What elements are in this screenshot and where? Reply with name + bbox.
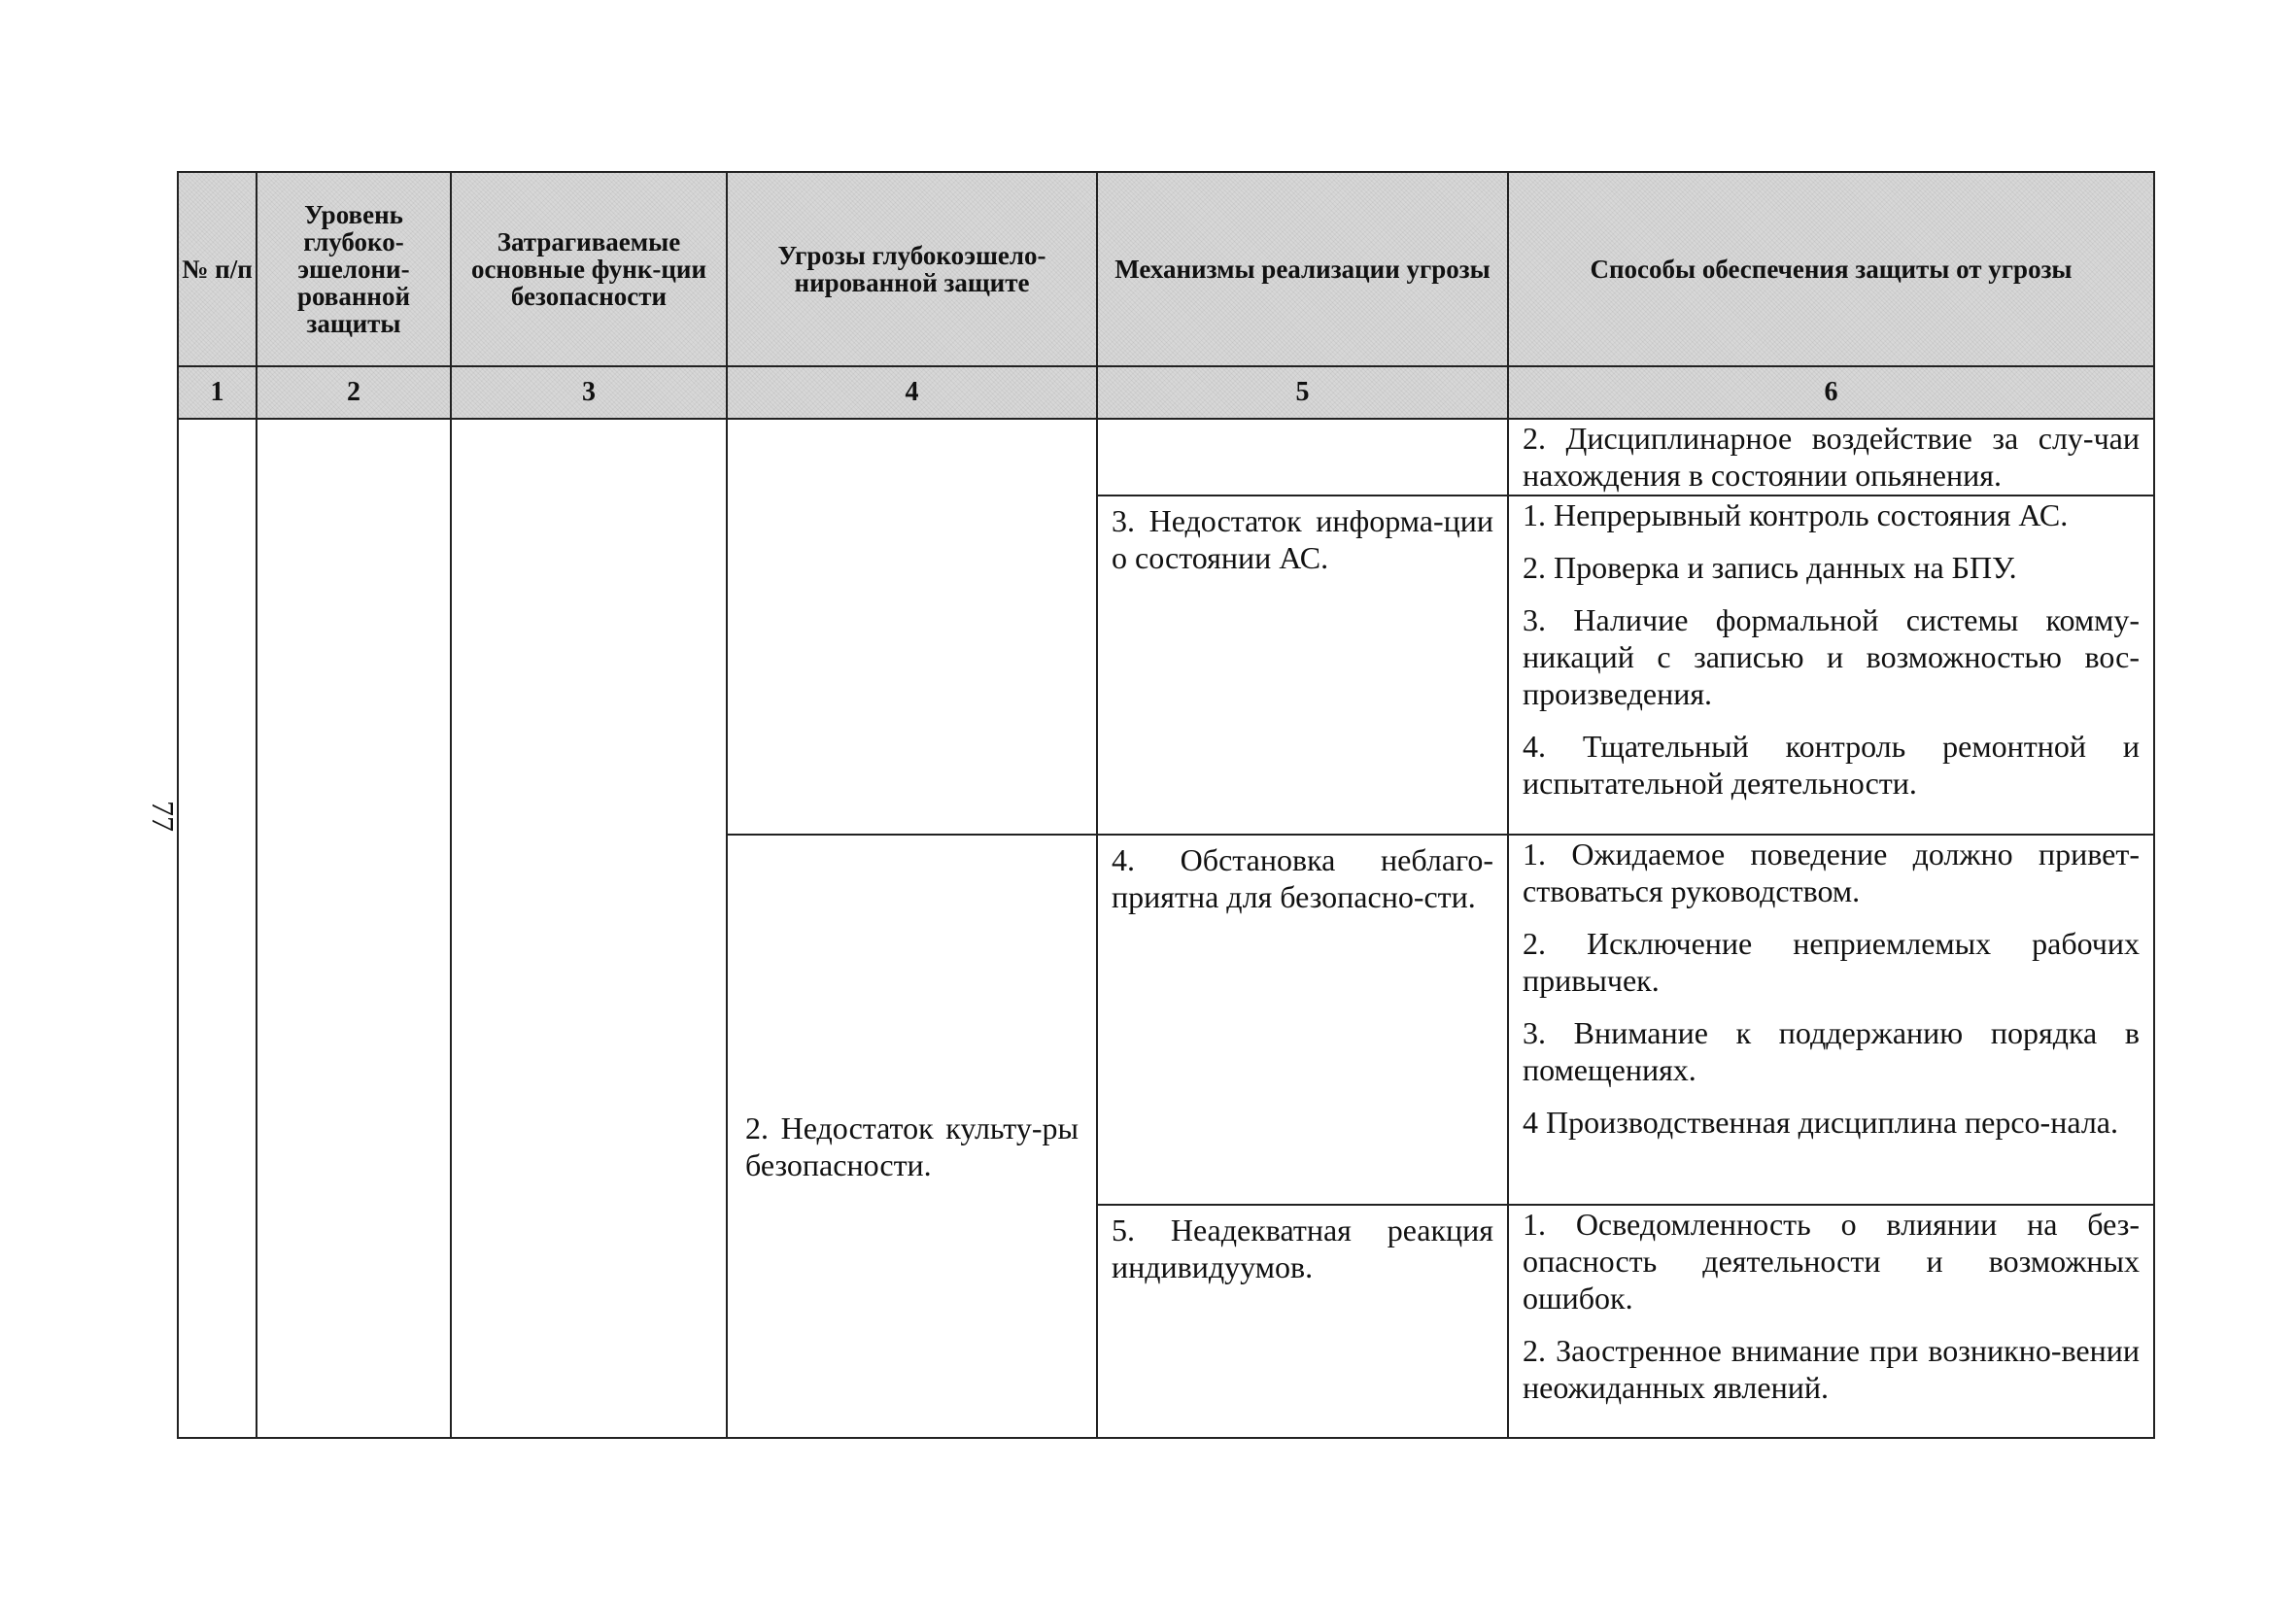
protection-way: 2. Дисциплинарное воздействие за слу-чаи нахождения в состоянии опьянения.: [1523, 421, 2140, 494]
mechanism-text: 3. Недостаток информа-ции о состоянии АС.: [1112, 503, 1493, 576]
mechanism-text: 5. Неадекватная реакция индивидуумов.: [1112, 1212, 1493, 1284]
page-number: 77: [146, 801, 181, 832]
header-mechanisms: Механизмы реализации угрозы: [1097, 172, 1508, 366]
number-cell: [178, 419, 257, 1438]
column-number: 2: [257, 366, 451, 419]
column-number: 4: [727, 366, 1097, 419]
protection-way: 3. Наличие формальной системы комму-никаций с записью и возможностью вос-произведения.: [1523, 602, 2140, 712]
header-number: № п/п: [178, 172, 257, 366]
column-number: 1: [178, 366, 257, 419]
ways-cell: [1508, 495, 2154, 835]
ways-cell: [1508, 835, 2154, 1205]
protection-way: 1. Непрерывный контроль состояния АС.: [1523, 497, 2069, 533]
column-number-row: [178, 366, 2154, 419]
column-number: 6: [1508, 366, 2154, 419]
column-number: 3: [451, 366, 727, 419]
mechanism-cell: [1097, 835, 1508, 1205]
defense-level-cell: [257, 419, 451, 1438]
protection-way: 3. Внимание к поддержанию порядка в помещениях.: [1523, 1015, 2140, 1088]
threat-cell-continued: [727, 419, 1097, 835]
protection-way: 2. Исключение неприемлемых рабочих привычек.: [1523, 926, 2140, 999]
safety-functions-cell: [451, 419, 727, 1438]
table-row: [178, 419, 2154, 495]
threat-protection-table: [177, 171, 2155, 1439]
header-threats: Угрозы глубокоэшело-нированной защите: [727, 172, 1097, 366]
header-protection-ways: Способы обеспечения защиты от угрозы: [1508, 172, 2154, 366]
protection-way: 2. Заостренное внимание при возникно-вении неожиданных явлений.: [1523, 1332, 2140, 1405]
mechanism-cell: [1097, 1205, 1508, 1438]
ways-cell: [1508, 419, 2154, 495]
mechanism-cell-continued: [1097, 419, 1508, 495]
protection-way: 4 Производственная дисциплина персо-нала.: [1523, 1105, 2118, 1141]
mechanism-text: 4. Обстановка неблаго-приятна для безопасно-сти.: [1112, 842, 1493, 915]
protection-way: 1. Ожидаемое поведение должно привет-ствоваться руководством.: [1523, 837, 2140, 909]
header-row: [178, 172, 2154, 366]
protection-way: 2. Проверка и запись данных на БПУ.: [1523, 550, 2017, 586]
protection-way: 4. Тщательный контроль ремонтной и испытательной деятельности.: [1523, 729, 2140, 802]
threat-cell: [727, 835, 1097, 1438]
mechanism-cell: [1097, 495, 1508, 835]
header-defense-level: Уровень глубоко-эшелони-рованной защиты: [257, 172, 451, 366]
ways-cell: [1508, 1205, 2154, 1438]
protection-way: 1. Осведомленность о влиянии на без-опасность деятельности и возможных ошибок.: [1523, 1206, 2140, 1316]
threat-text: 2. Недостаток культу-ры безопасности.: [745, 1110, 1079, 1182]
column-number: 5: [1097, 366, 1508, 419]
header-safety-functions: Затрагиваемые основные функ-ции безопасности: [451, 172, 727, 366]
